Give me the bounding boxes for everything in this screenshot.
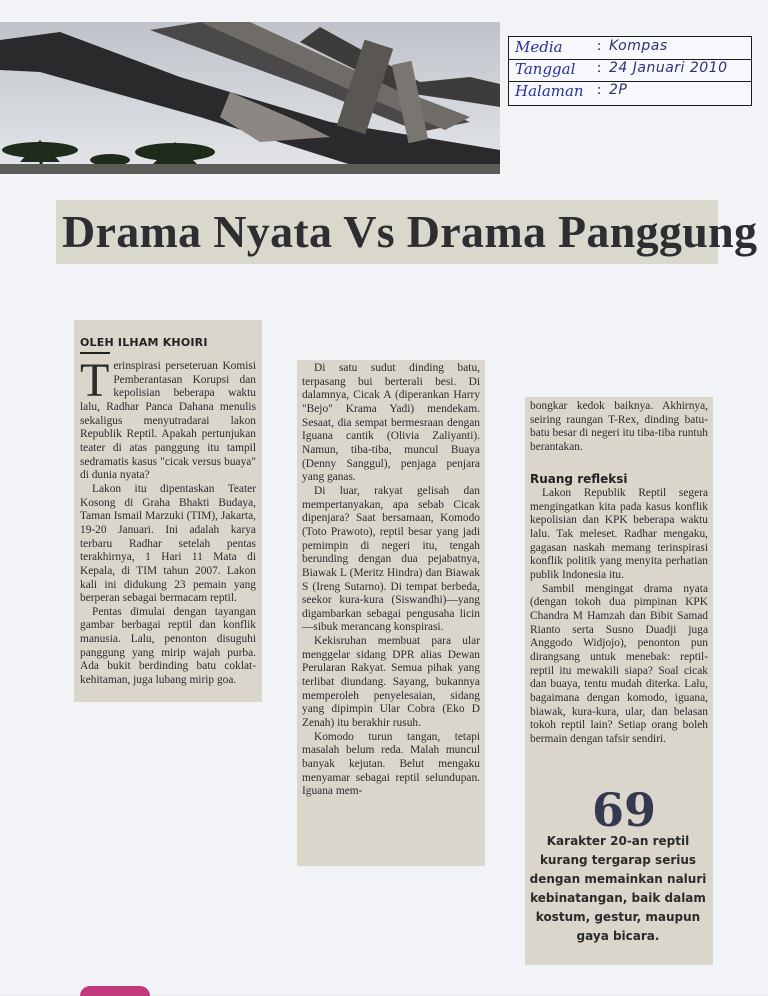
page-colon: :	[597, 82, 602, 98]
byline: OLEH ILHAM KHOIRI	[80, 336, 208, 349]
page-value: 2P	[609, 82, 628, 98]
header-photo	[0, 22, 500, 174]
paragraph: Lakon itu dipentaskan Teater Kosong di Graha Bhakti Budaya, Taman Ismail Marzuki (TIM), Jakarta, 19-20 Januari. Ini adalah karya terbaru Radhar setelah pentas terakhirnya, 1 Hari 11 Mata di Kepala, di TIM tahun 2007. Lakon kali ini didukung 23 pemain yang berperan sebagai bermacam reptil.	[80, 482, 256, 605]
media-value: Kompas	[609, 38, 668, 54]
quote-mark-icon: 69	[592, 783, 657, 837]
page-label: Halaman	[515, 82, 584, 100]
column-3-intro	[530, 400, 708, 455]
clipping-stamp	[508, 36, 752, 106]
media-colon: :	[597, 38, 602, 54]
footer-color-mark	[80, 986, 150, 996]
article-headline: Drama Nyata Vs Drama Panggung	[62, 206, 758, 257]
column-2-text	[302, 362, 480, 799]
paragraph: Di luar, rakyat gelisah dan mempertanyakan, apa sebab Cicak dipenjara? Saat bersamaan, Komodo (Toto Prawoto), reptil besar yang jadi pemimpin di negeri itu, tengah berunding dengan dua pejabatnya, Biawak L (Meritz Hindra) dan Biawak S (Ireng Sutarno). Di tempat berbeda, seekor kura-kura (Siswandhi)—yang digambarkan sebagai pengusaha licin—sibuk merancang konspirasi.	[302, 484, 480, 634]
column-3-text	[530, 487, 708, 746]
paragraph: Sambil mengingat drama nyata (dengan tokoh dua pimpinan KPK Chandra M Hamzah dan Bibit Samad Rianto serta Susno Duadji juga Anggodo Widjojo), penonton pun dirangsang untuk menebak: reptil-reptil itu mewakili siapa? Soal cicak dan buaya, tentu mudah diterka. Lalu, bagaimana dengan komodo, iguana, biawak, kura-kura, ular, dan belasan tokoh reptil lain? Setiap orang boleh bermain dengan tafsir sendiri.	[530, 582, 708, 745]
paragraph: bongkar kedok baiknya. Akhirnya, seiring raungan T-Rex, dinding batu-batu besar di negeri itu tiba-tiba runtuh berantakan.	[530, 400, 708, 453]
pull-quote: Karakter 20-an reptil kurang tergarap serius dengan memainkan naluri kebinatangan, baik dalam kostum, gestur, maupun gaya bicara.	[529, 834, 707, 943]
date-colon: :	[597, 60, 602, 76]
paragraph: Komodo turun tangan, tetapi masalah belum reda. Malah muncul banyak kejutan. Belut mengaku menyamar sebagai reptil selundupan. Iguana mem-	[302, 730, 480, 798]
paragraph-text: erinspirasi perseteruan Komisi Pemberantasan Korupsi dan kepolisian beberapa waktu lalu, Radhar Panca Dahana menulis sekaligus menyutradarai lakon Republik Reptil. Apakah pertunjukan teater di atas panggung itu tampil sedramatis kasus "cicak versus buaya" di dunia nyata?	[80, 360, 256, 482]
paragraph: Lakon Republik Reptil segera mengingatkan kita pada kasus konflik kepolisian dan KPK beberapa waktu lalu. Tak meleset. Radhar mengaku, gagasan naskah memang terinspirasi konflik politik yang menyita perhatian publik Indonesia itu.	[530, 487, 708, 581]
date-value: 24 Januari 2010	[609, 60, 728, 76]
media-label: Media	[515, 38, 563, 56]
paragraph: Pentas dimulai dengan tayangan gambar berbagai reptil dan konflik manusia. Lalu, penonton disuguhi panggung yang mirip wajah purba. Ada bukit berdinding batu coklat-kehitaman, juga lubang mirip goa.	[80, 605, 256, 687]
drop-cap: T	[80, 354, 110, 407]
column-1-text	[80, 354, 256, 688]
date-label: Tanggal	[515, 60, 576, 78]
media-row	[509, 37, 751, 60]
paragraph: Kekisruhan membuat para ular menggelar sidang DPR alias Dewan Perularan Rakyat. Semua pihak yang terlibat diundang. Sayang, bukannya memperoleh penyelesaian, sidang yang dipimpin Ular Cobra (Eko D Zenah) itu berakhir rusuh.	[302, 635, 480, 730]
date-row	[509, 59, 751, 82]
subheading: Ruang refleksi	[530, 472, 628, 486]
paragraph	[80, 354, 256, 483]
paragraph: Di satu sudut dinding batu, terpasang bui berterali besi. Di dalamnya, Cicak A (diperankan Harry "Bejo" Krama Yadi) mendekam. Sesaat, dia sempat bermesraan dengan Iguana cantik (Olivia Zaliyanti). Namun, tiba-tiba, muncul Buaya (Denny Sanggul), penjaga penjara yang ganas.	[302, 362, 480, 484]
page-row	[509, 81, 751, 103]
